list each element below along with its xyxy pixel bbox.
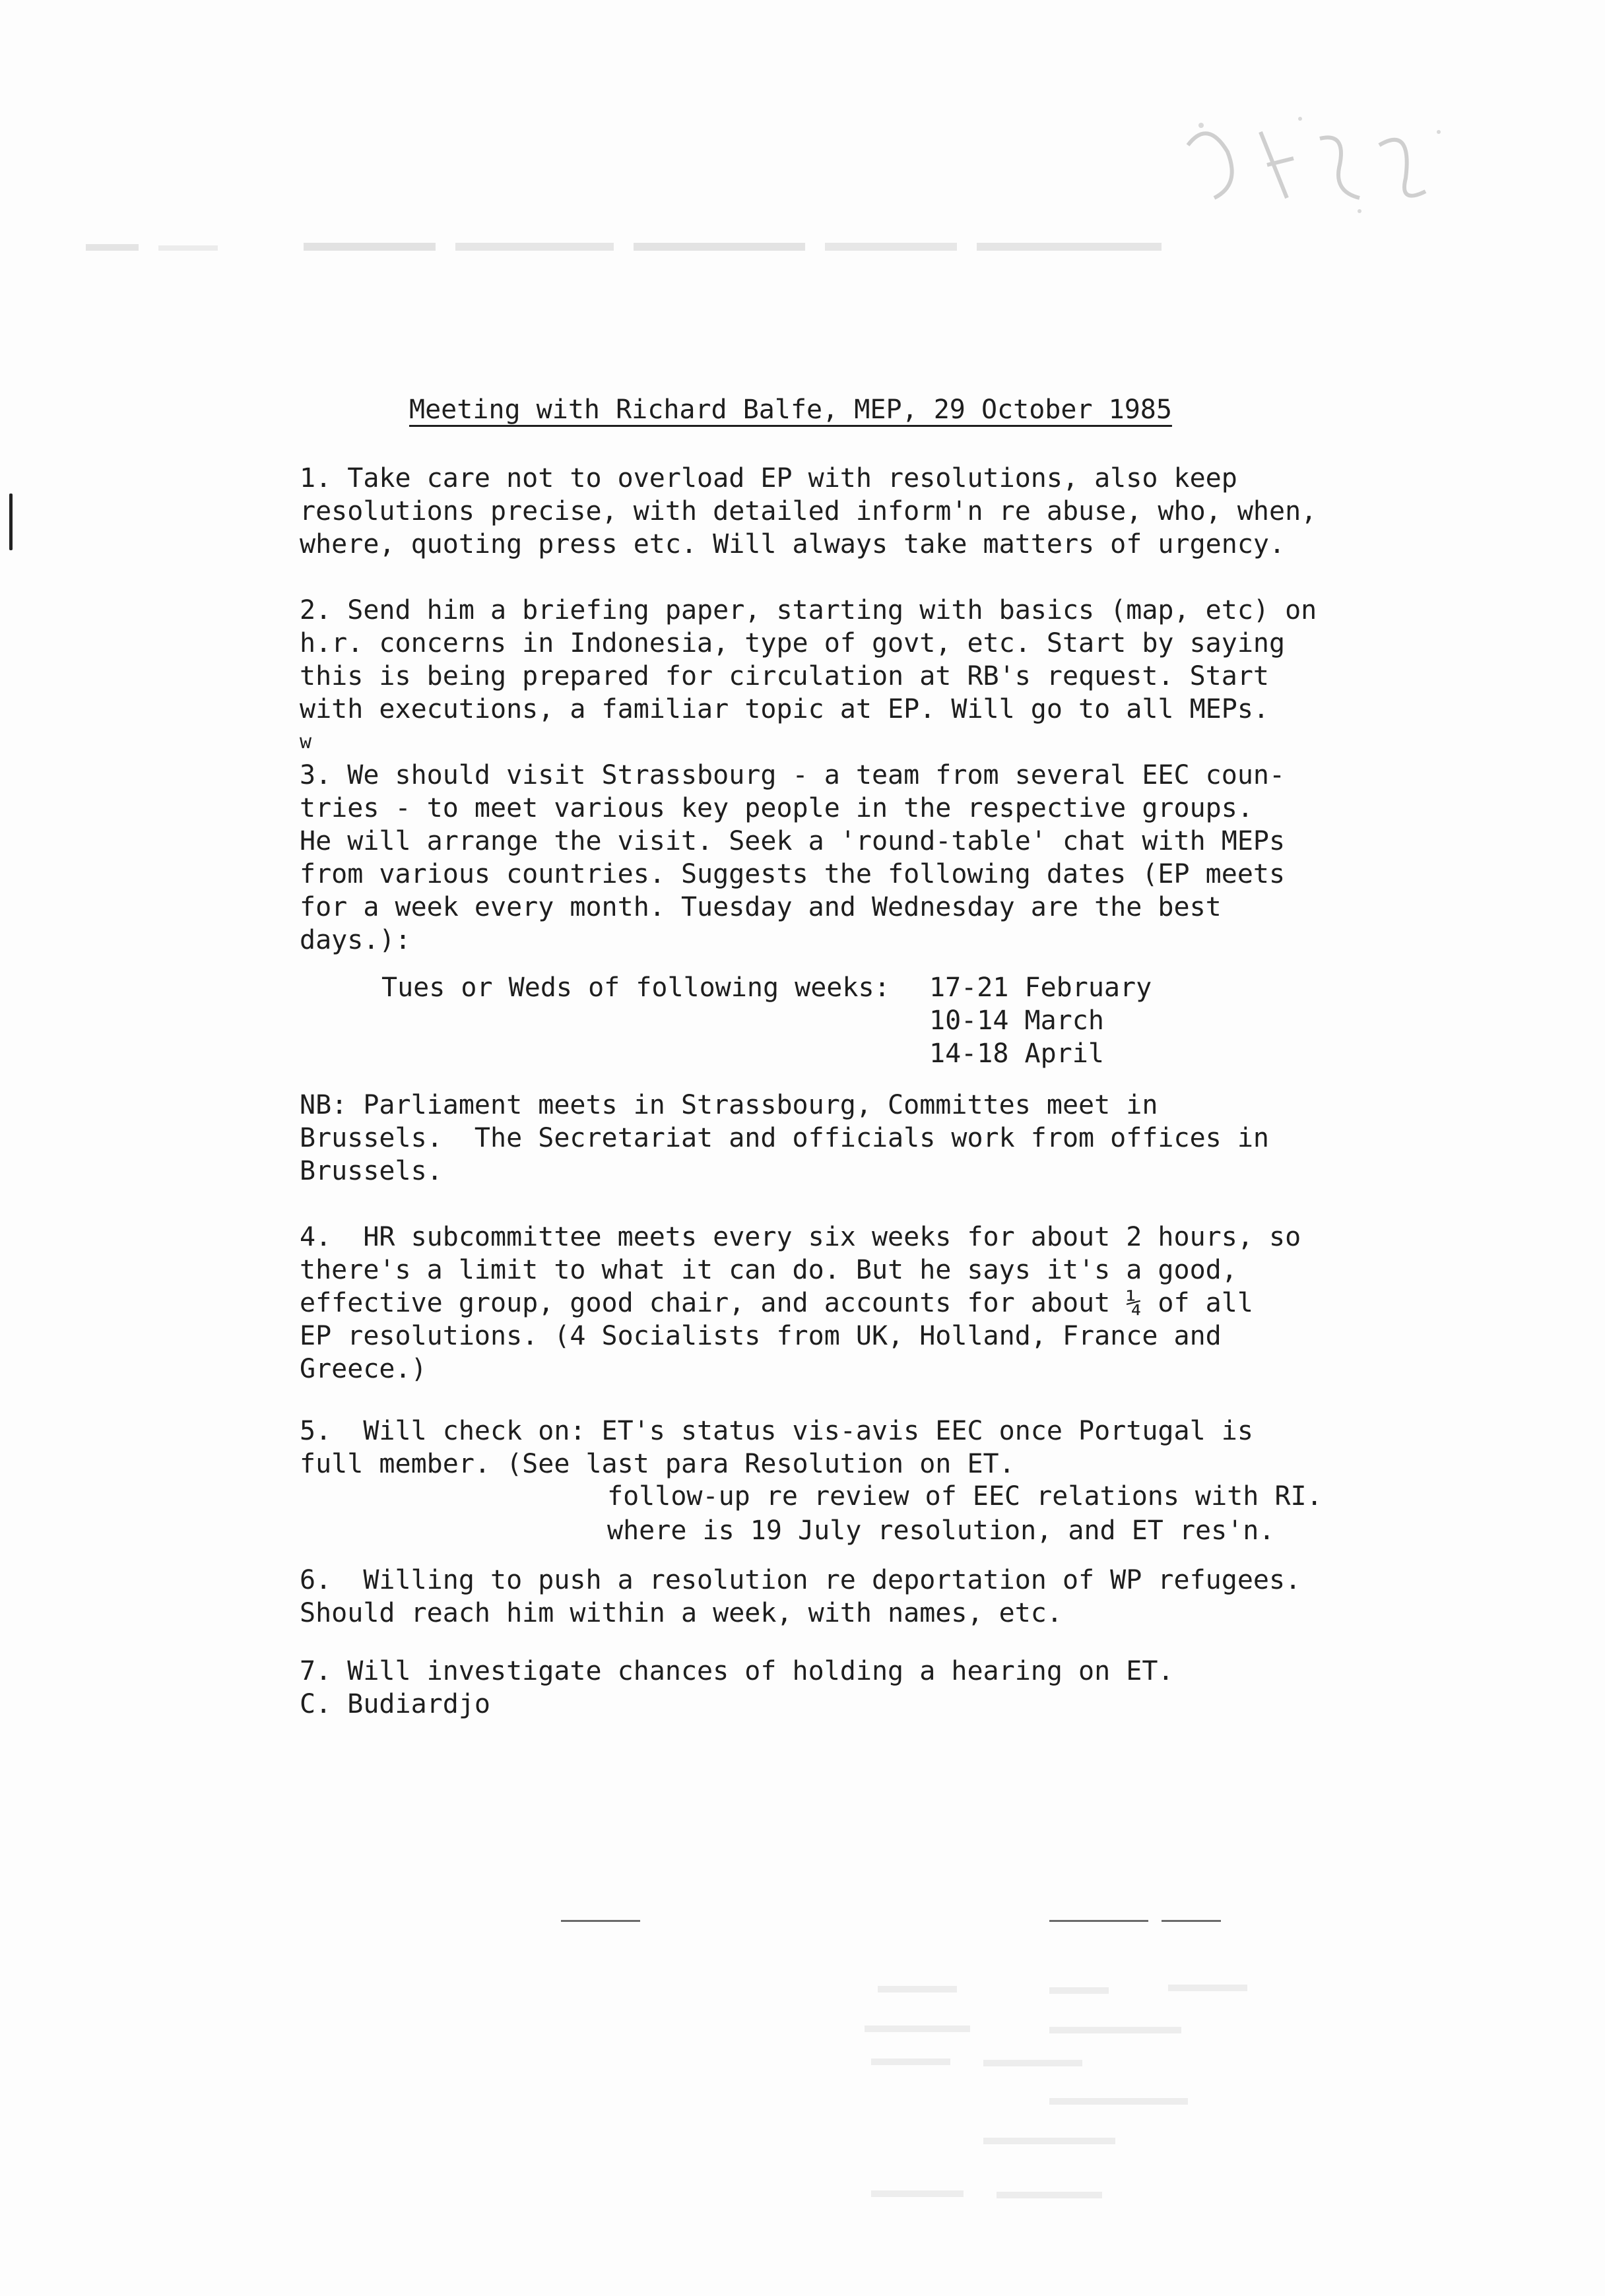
item-2-line: with executions, a familiar topic at EP. Will go to all MEPs.	[300, 694, 1270, 724]
item-7	[300, 1655, 1174, 1721]
item-6-line: Should reach him within a week, with names, etc.	[300, 1598, 1063, 1628]
followup-line: where is 19 July resolution, and ET res'n.	[607, 1515, 1275, 1546]
item-4-line: EP resolutions. (4 Socialists from UK, Holland, France and	[300, 1321, 1222, 1351]
item-3	[300, 759, 1285, 957]
item-4-line: there's a limit to what it can do. But he says it's a good,	[300, 1255, 1237, 1285]
item-7-line: 7. Will investigate chances of holding a hearing on ET.	[300, 1656, 1174, 1686]
document-title: Meeting with Richard Balfe, MEP, 29 October 1985	[409, 395, 1172, 425]
faint-bleedthrough-text	[86, 235, 1274, 261]
nb-line: NB: Parliament meets in Strassbourg, Committes meet in	[300, 1090, 1158, 1120]
item-3-line: for a week every month. Tuesday and Wednesday are the best	[300, 892, 1222, 922]
item-5-followups	[607, 1479, 1323, 1548]
item-4-line: effective group, good chair, and accounts for about ¼ of all	[300, 1288, 1253, 1318]
footer-rule	[1162, 1920, 1221, 1922]
signature: C. Budiardjo	[300, 1689, 490, 1719]
item-2-line: w	[300, 730, 312, 753]
dates-label: Tues or Weds of following weeks:	[381, 973, 890, 1003]
item-1	[300, 462, 1317, 561]
followup-line: follow-up re review of EEC relations with RI.	[607, 1481, 1323, 1512]
item-2	[300, 594, 1317, 759]
item-3-line: days.):	[300, 925, 411, 955]
item-4	[300, 1221, 1301, 1386]
item-5-line: full member. (See last para Resolution on ET.	[300, 1449, 1015, 1479]
item-6	[300, 1564, 1301, 1630]
nb-note	[300, 1089, 1269, 1188]
footer-rule	[561, 1920, 640, 1922]
date-entry: 14-18 April	[929, 1038, 1104, 1069]
item-3-line: 3. We should visit Strassbourg - a team from several EEC coun-	[300, 760, 1286, 790]
item-3-line: He will arrange the visit. Seek a 'round-table' chat with MEPs	[300, 826, 1286, 856]
item-2-line: 2. Send him a briefing paper, starting with basics (map, etc) on	[300, 595, 1317, 625]
item-5-line: 5. Will check on: ET's status vis-avis EEC once Portugal is	[300, 1416, 1253, 1446]
nb-line: Brussels. The Secretariat and officials work from offices in	[300, 1123, 1270, 1153]
item-4-line: 4. HR subcommittee meets every six weeks for about 2 hours, so	[300, 1222, 1301, 1252]
item-1-line: where, quoting press etc. Will always take matters of urgency.	[300, 529, 1286, 559]
item-2-line: h.r. concerns in Indonesia, type of govt, etc. Start by saying	[300, 628, 1286, 658]
item-2-line: this is being prepared for circulation at RB's request. Start	[300, 661, 1270, 691]
nb-line: Brussels.	[300, 1156, 443, 1186]
item-1-line: 1. Take care not to overload EP with resolutions, also keep	[300, 463, 1237, 494]
faint-stamp-mark	[1162, 106, 1465, 218]
margin-pen-mark	[9, 494, 13, 550]
item-3-line: tries - to meet various key people in the respective groups.	[300, 793, 1253, 823]
faint-bleedthrough-text	[851, 1966, 1300, 2243]
item-3-line: from various countries. Suggests the following dates (EP meets	[300, 859, 1286, 889]
item-5	[300, 1415, 1253, 1481]
date-entry: 10-14 March	[929, 1005, 1104, 1036]
dates-list	[929, 971, 1152, 1070]
footer-rule	[1049, 1920, 1148, 1922]
item-6-line: 6. Willing to push a resolution re deportation of WP refugees.	[300, 1565, 1301, 1595]
date-entry: 17-21 February	[929, 973, 1152, 1003]
item-4-line: Greece.)	[300, 1354, 427, 1384]
item-1-line: resolutions precise, with detailed inform'n re abuse, who, when,	[300, 496, 1317, 526]
